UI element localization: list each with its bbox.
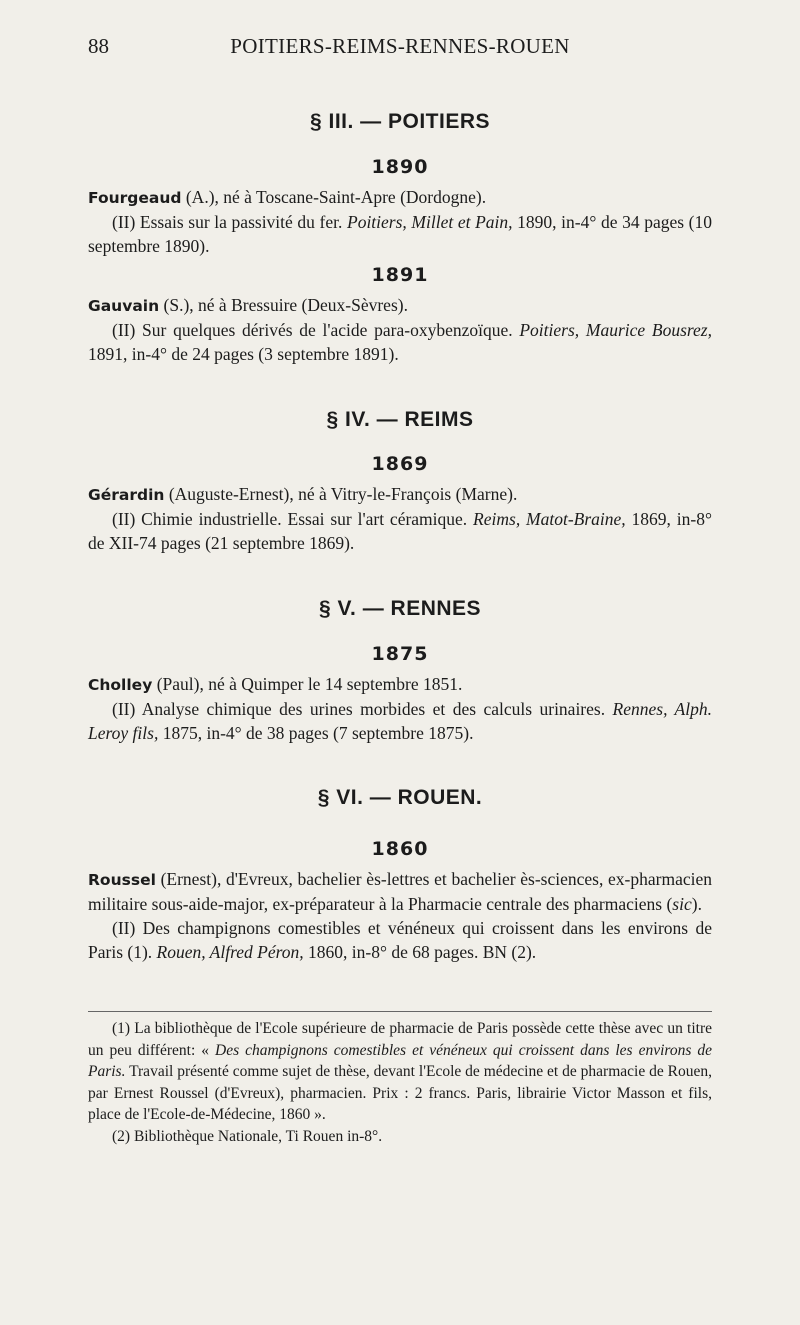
thesis-title: (II) Analyse chimique des urines morbides et des calculs urinaires.: [112, 699, 613, 719]
author-bio: (S.), né à Bressuire (Deux-Sèvres).: [159, 295, 408, 315]
year-heading: 1890: [371, 156, 429, 178]
entry-1869: [88, 453, 712, 475]
publication-details: 1860, in-8° de 68 pages. BN (2).: [303, 942, 537, 962]
author-line: [88, 293, 712, 318]
year-heading: 1875: [371, 643, 429, 665]
footnote-divider: [88, 1011, 712, 1012]
entry-1875: [88, 643, 712, 665]
entry-cholley: [88, 672, 712, 745]
publication-details: 1875, in-4° de 38 pages (7 septembre 1875).: [158, 723, 474, 743]
page-header: [0, 34, 800, 68]
entry-roussel: [88, 867, 712, 964]
author-name: Roussel: [88, 871, 156, 889]
footnotes: [88, 1018, 712, 1147]
author-name: Cholley: [88, 676, 153, 694]
publication-details: 1890, in-4° de 34 pages (10 septembre 1890).: [88, 212, 712, 256]
footnote-1-text: (1) La bibliothèque de l'Ecole supérieure de pharmacie de Paris possède cette thèse avec un titre un peu différent: «: [88, 1020, 712, 1059]
author-line: [88, 672, 712, 697]
publisher: Reims, Matot-Braine,: [473, 509, 626, 529]
footnote-2: (2) Bibliothèque Nationale, Ti Rouen in-8°.: [112, 1127, 383, 1145]
author-bio: (Ernest), d'Evreux, bachelier ès-lettres et bachelier ès-sciences, ex-pharmacien militaire sous-aide-major, ex-préparateur à la Pharmacie centrale des pharmaciens (: [88, 869, 712, 914]
running-title: POITIERS-REIMS-RENNES-ROUEN: [230, 34, 570, 58]
thesis-title: (II) Des champignons comestibles et vénéneux qui croissent dans les environs de Paris (1).: [88, 918, 712, 962]
page-number: 88: [88, 34, 109, 58]
footnote-1-italic-title: Des champignons comestibles et vénéneux qui croissent dans les environs de Paris.: [88, 1041, 712, 1080]
publisher: Rennes, Alph. Leroy fils,: [88, 699, 712, 743]
thesis-description: [88, 697, 712, 745]
thesis-title: (II) Sur quelques dérivés de l'acide para-oxybenzoïque.: [112, 320, 520, 340]
author-line: [88, 867, 712, 916]
section-title-poitiers: § III. — POITIERS: [309, 110, 491, 133]
entry-1860: [88, 838, 712, 860]
author-line: [88, 185, 712, 210]
entry-gerardin: [88, 482, 712, 555]
section-poitiers-title-block: [88, 110, 712, 134]
entry-fourgeaud: [88, 185, 712, 258]
sic-note: sic: [672, 894, 692, 914]
section-reims-title-block: [88, 408, 712, 432]
author-line: [88, 482, 712, 507]
year-heading: 1860: [371, 838, 429, 860]
author-name: Gérardin: [88, 486, 165, 504]
thesis-description: [88, 318, 712, 366]
publication-details: 1869, in-8° de XII-74 pages (21 septembre 1869).: [88, 509, 712, 553]
section-title-reims: § IV. — REIMS: [326, 408, 474, 431]
publisher: Poitiers, Maurice Bousrez,: [519, 320, 712, 340]
publisher: Poitiers, Millet et Pain,: [347, 212, 513, 232]
publication-details: 1891, in-4° de 24 pages (3 septembre 1891).: [88, 344, 399, 364]
section-rouen-title-block: [88, 786, 712, 810]
year-heading: 1869: [371, 453, 429, 475]
author-name: Fourgeaud: [88, 189, 182, 207]
thesis-description: [88, 916, 712, 964]
entry-1890: [88, 156, 712, 178]
entry-1891: [88, 264, 712, 286]
entry-gauvain: [88, 293, 712, 366]
thesis-description: [88, 507, 712, 555]
author-bio: (Paul), né à Quimper le 14 septembre 1851.: [152, 674, 463, 694]
author-name: Gauvain: [88, 297, 160, 315]
publisher: Rouen, Alfred Péron,: [156, 942, 304, 962]
year-heading: 1891: [371, 264, 429, 286]
section-rennes-title-block: [88, 597, 712, 621]
author-bio: (Auguste-Ernest), né à Vitry-le-François (Marne).: [164, 484, 518, 504]
footnote-1: [88, 1018, 712, 1126]
section-title-rennes: § V. — RENNES: [318, 597, 482, 620]
thesis-title: (II) Essais sur la passivité du fer.: [112, 212, 347, 232]
thesis-title: (II) Chimie industrielle. Essai sur l'art céramique.: [112, 509, 474, 529]
footnote-1-text-end: Travail présenté comme sujet de thèse, devant l'Ecole de médecine et de pharmacie de Rouen, par Ernest Roussel (d'Evreux), pharmacien. Prix : 2 francs. Paris, librairie Victor Masson et fils, place de l'Ecole-de-Médecine, 1860 ».: [88, 1063, 712, 1123]
author-bio: (A.), né à Toscane-Saint-Apre (Dordogne).: [181, 187, 487, 207]
thesis-description: [88, 210, 712, 258]
section-title-rouen: § VI. — ROUEN.: [317, 786, 483, 809]
author-bio-end: ).: [691, 894, 702, 914]
